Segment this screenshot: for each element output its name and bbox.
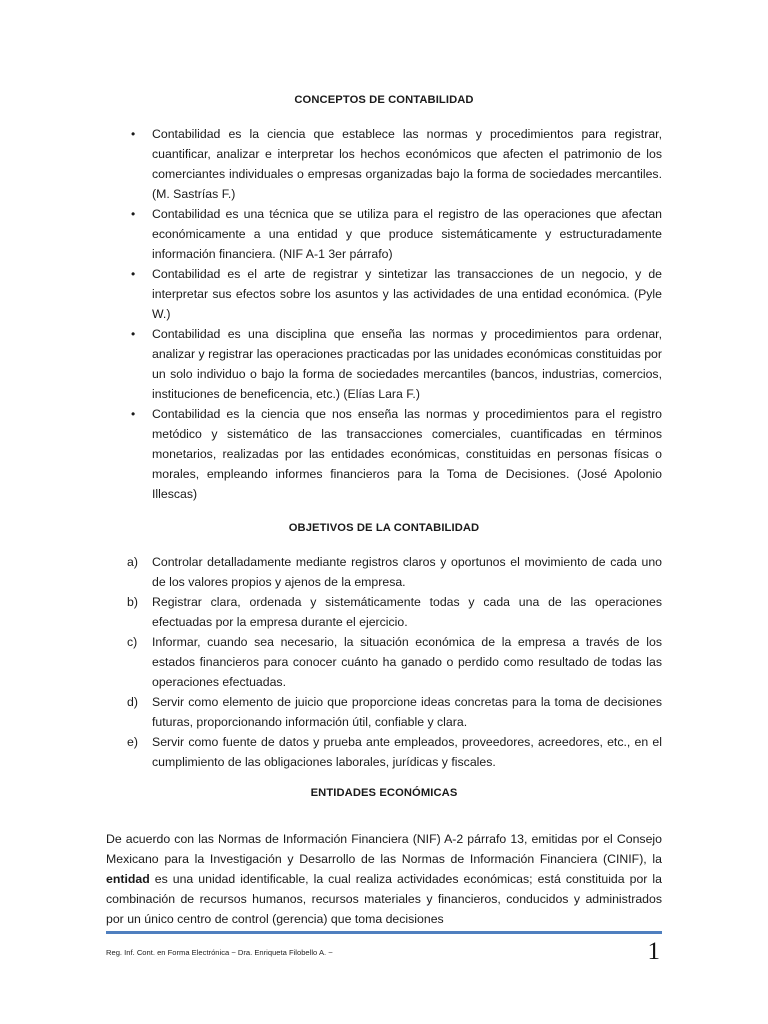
list-item-text: Controlar detalladamente mediante registros claros y oportunos el movimiento de cada uno de los valores propios y ajenos de la empresa. [152,555,662,589]
list-item [106,324,662,404]
list-item-text: Contabilidad es la ciencia que establece las normas y procedimientos para registrar, cuantificar, analizar e interpretar los hechos económicos que afecten el patrimonio de los comerciantes individuales o empresas organizadas bajo la forma de sociedades mercantiles. (M. Sastrías F.) [152,127,662,201]
footer-rule [106,931,662,934]
bullet-icon: • [131,127,136,141]
list-item-text: Contabilidad es una disciplina que enseña las normas y procedimientos para ordenar, analizar y registrar las operaciones practicadas por las unidades económicas constituidas por un solo individuo o bajo la forma de sociedades mercantiles (bancos, industrias, comercios, instituciones de beneficencia, etc.) (Elías Lara F.) [152,327,662,401]
list-marker: b) [127,595,138,609]
list-item [106,732,662,772]
objetivos-list [106,552,662,772]
list-item [106,264,662,324]
list-item-text: Registrar clara, ordenada y sistemáticamente todas y cada una de las operaciones efectuadas por la empresa durante el ejercicio. [152,595,662,629]
list-item-text: Contabilidad es la ciencia que nos enseña las normas y procedimientos para el registro metódico y sistemático de las transacciones comerciales, cuantificadas en términos monetarios, realizadas por las entidades económicas, constituidas en personas físicas o morales, empleando informes financieros para la Toma de Decisiones. (José Apolonio Illescas) [152,407,662,501]
bullet-icon: • [131,327,136,341]
bullet-icon: • [131,407,136,421]
list-item [106,632,662,692]
paragraph-text: De acuerdo con las Normas de Información Financiera (NIF) A-2 párrafo 13, emitidas por el Consejo Mexicano para la Investigación y Desarrollo de las Normas de Información Financiera (CINIF), la [106,832,662,867]
section-title-entidades: ENTIDADES ECONÓMICAS [310,787,458,799]
entidades-paragraph [106,829,662,929]
list-marker: e) [127,735,138,749]
list-item [106,404,662,504]
list-marker: a) [127,555,138,569]
bullet-icon: • [131,267,136,281]
conceptos-list [106,124,662,504]
list-item [106,552,662,592]
list-item [106,592,662,632]
list-item-text: Contabilidad es una técnica que se utiliza para el registro de las operaciones que afectan económicamente a una entidad y que produce sistemáticamente y estructuradamente información financiera. (NIF A-1 3er párrafo) [152,207,662,261]
section-title-conceptos: CONCEPTOS DE CONTABILIDAD [294,94,474,106]
section-title-objetivos: OBJETIVOS DE LA CONTABILIDAD [288,522,480,534]
bold-term: entidad [106,872,150,887]
footer-text: Reg. Inf. Cont. en Forma Electrónica ~ Dra. Enriqueta Filobello A. ~ [106,948,333,957]
list-item-text: Servir como elemento de juicio que proporcione ideas concretas para la toma de decisiones futuras, proporcionando información útil, confiable y clara. [152,695,662,729]
list-marker: d) [127,695,138,709]
list-item-text: Contabilidad es el arte de registrar y sintetizar las transacciones de un negocio, y de interpretar sus efectos sobre los asuntos y las actividades de una entidad económica. (Pyle W.) [152,267,662,321]
list-item-text: Informar, cuando sea necesario, la situación económica de la empresa a través de los estados financieros para conocer cuánto ha ganado o perdido como resultado de todas las operaciones efectuadas. [152,635,662,689]
list-item [106,124,662,204]
bullet-icon: • [131,207,136,221]
list-item [106,204,662,264]
list-item [106,692,662,732]
list-marker: c) [127,635,138,649]
page-number: 1 [647,938,660,965]
paragraph-text: es una unidad identificable, la cual realiza actividades económicas; está constituida por la combinación de recursos humanos, recursos materiales y financieros, conducidos y administrados por un único centro de control (gerencia) que toma decisiones [106,872,662,927]
list-item-text: Servir como fuente de datos y prueba ante empleados, proveedores, acreedores, etc., en el cumplimiento de las obligaciones laborales, jurídicas y fiscales. [152,735,662,769]
